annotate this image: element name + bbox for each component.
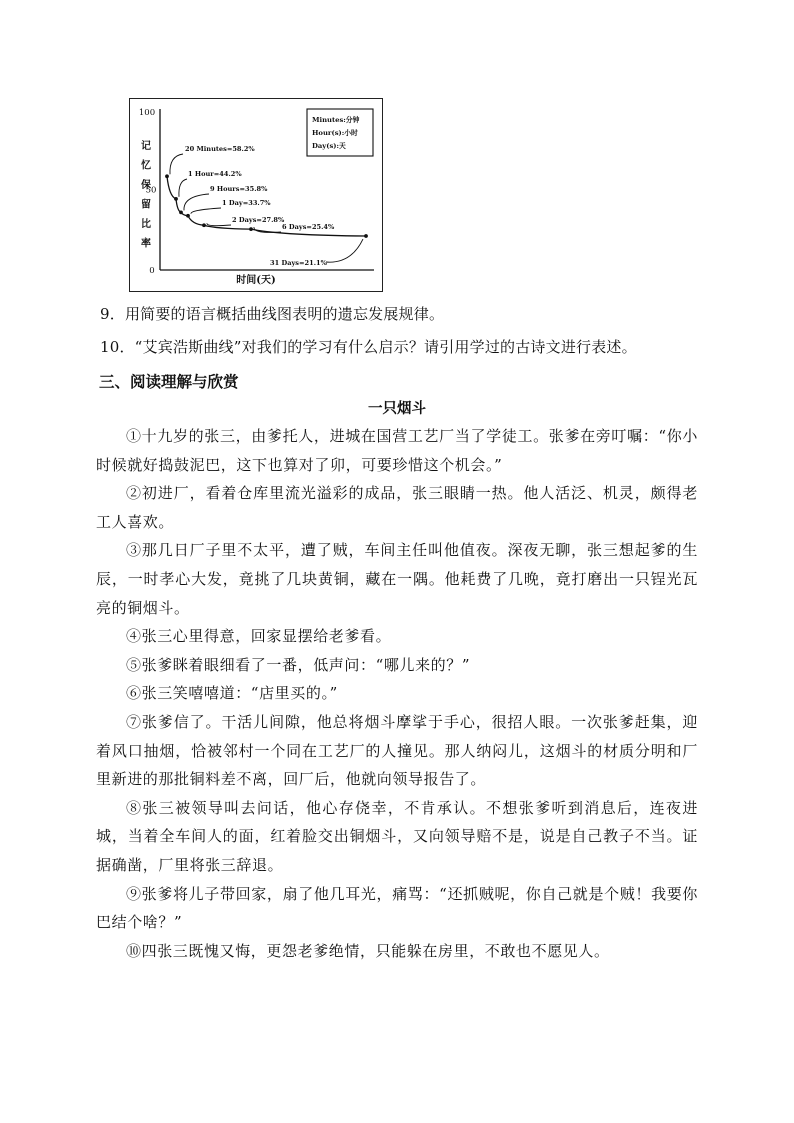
data-label-arrow — [170, 154, 183, 174]
data-point — [186, 214, 190, 218]
paragraph-8: ⑧张三被领导叫去问话，他心存侥幸，不肯承认。不想张爹听到消息后，连夜进城，当着全车间人的面，红着脸交出铜烟斗，又向领导赔不是，说是自己教子不当。证据确凿，厂里将张三辞退。 — [96, 798, 698, 874]
data-label: 1 Day=33.7% — [222, 199, 271, 207]
y-tick-label-100: 100 — [138, 108, 156, 118]
section-title: 三、阅读理解与欣赏 — [99, 373, 239, 391]
legend-entry: Day(s):天 — [312, 142, 346, 150]
data-label-arrow — [191, 208, 221, 214]
paragraph-10: ⑩四张三既愧又悔，更怨老爹绝情，只能躲在房里，不敢也不愿见人。 — [126, 941, 610, 960]
data-label-arrow — [184, 194, 209, 210]
data-label: 6 Days=25.4% — [282, 223, 335, 231]
paragraph-4: ④张三心里得意，回家显摆给老爹看。 — [126, 627, 392, 646]
paragraph-7: ⑦张爹信了。干活儿间隙，他总将烟斗摩挲于手心，很招人眼。一次张爹赶集，迎着风口抽烟，恰被邻村一个同在工艺厂的人撞见。那人纳闷儿，这烟斗的材质分明和厂里新进的那批铜料差不离，回厂后，他就向领导报告了。 — [96, 712, 698, 789]
x-axis-label: 时间(天) — [236, 275, 276, 286]
data-label-arrow — [207, 223, 231, 225]
data-point — [249, 227, 253, 231]
y-tick-label-0: 0 — [149, 266, 155, 276]
data-point — [364, 234, 368, 238]
data-label: 2 Days=27.8% — [232, 216, 285, 224]
story-body — [96, 422, 698, 965]
paragraph-3: ③那几日厂子里不太平，遭了贼，车间主任叫他值夜。深夜无聊，张三想起爹的生辰，一时孝心大发，竟挑了几块黄铜，藏在一隅。他耗费了几晚，竟打磨出一只锃光瓦亮的铜烟斗。 — [96, 541, 698, 617]
data-label: 9 Hours=35.8% — [210, 185, 268, 193]
data-label-arrow — [179, 179, 187, 197]
data-label: 1 Hour=44.2% — [188, 170, 242, 178]
data-point — [179, 210, 183, 214]
legend-entry: Hour(s):小时 — [312, 129, 358, 137]
question-9: 9．用简要的语言概括曲线图表明的遗忘发展规律。 — [100, 305, 445, 323]
question-10: 10．“艾宾浩斯曲线”对我们的学习有什么启示？请引用学过的古诗文进行表述。 — [100, 338, 637, 356]
y-axis-label-char: 记 — [141, 141, 151, 152]
data-point — [202, 223, 206, 227]
paragraph-9: ⑨张爹将儿子带回家，扇了他几耳光，痛骂：“还抓贼呢，你自己就是个贼！我要你巴结个啥？” — [96, 884, 698, 932]
y-axis-label-char: 保 — [141, 180, 151, 191]
y-axis-label-char: 率 — [141, 238, 151, 250]
data-point — [165, 174, 169, 178]
y-axis-label-char: 忆 — [141, 160, 151, 172]
data-label-arrow — [326, 239, 363, 262]
y-axis-label-char: 留 — [141, 199, 151, 211]
paragraph-1: ①十九岁的张三，由爹托人，进城在国营工艺厂当了学徒工。张爹在旁叮嘱：“你小时候就好捣鼓泥巴，这下也算对了卯，可要珍惜这个机会。” — [96, 427, 698, 474]
data-label: 20 Minutes=58.2% — [185, 145, 255, 153]
chart-canvas — [130, 99, 384, 293]
story-title: 一只烟斗 — [368, 400, 426, 417]
paragraph-5: ⑤张爹眯着眼细看了一番，低声问：“哪儿来的？” — [126, 655, 471, 674]
y-axis-label-char: 比 — [141, 219, 151, 230]
data-point — [174, 197, 178, 201]
data-label: 31 Days=21.1% — [270, 259, 327, 267]
y-tick-label-50: 50 — [145, 185, 157, 196]
legend-entry: Minutes:分钟 — [312, 116, 360, 124]
paragraph-6: ⑥张三笑嘻嘻道：“店里买的。” — [126, 684, 338, 703]
forgetting-curve-chart — [129, 98, 383, 292]
paragraph-2: ②初进厂，看着仓库里流光溢彩的成品，张三眼睛一热。他人活泛、机灵，颇得老工人喜欢。 — [96, 484, 698, 531]
